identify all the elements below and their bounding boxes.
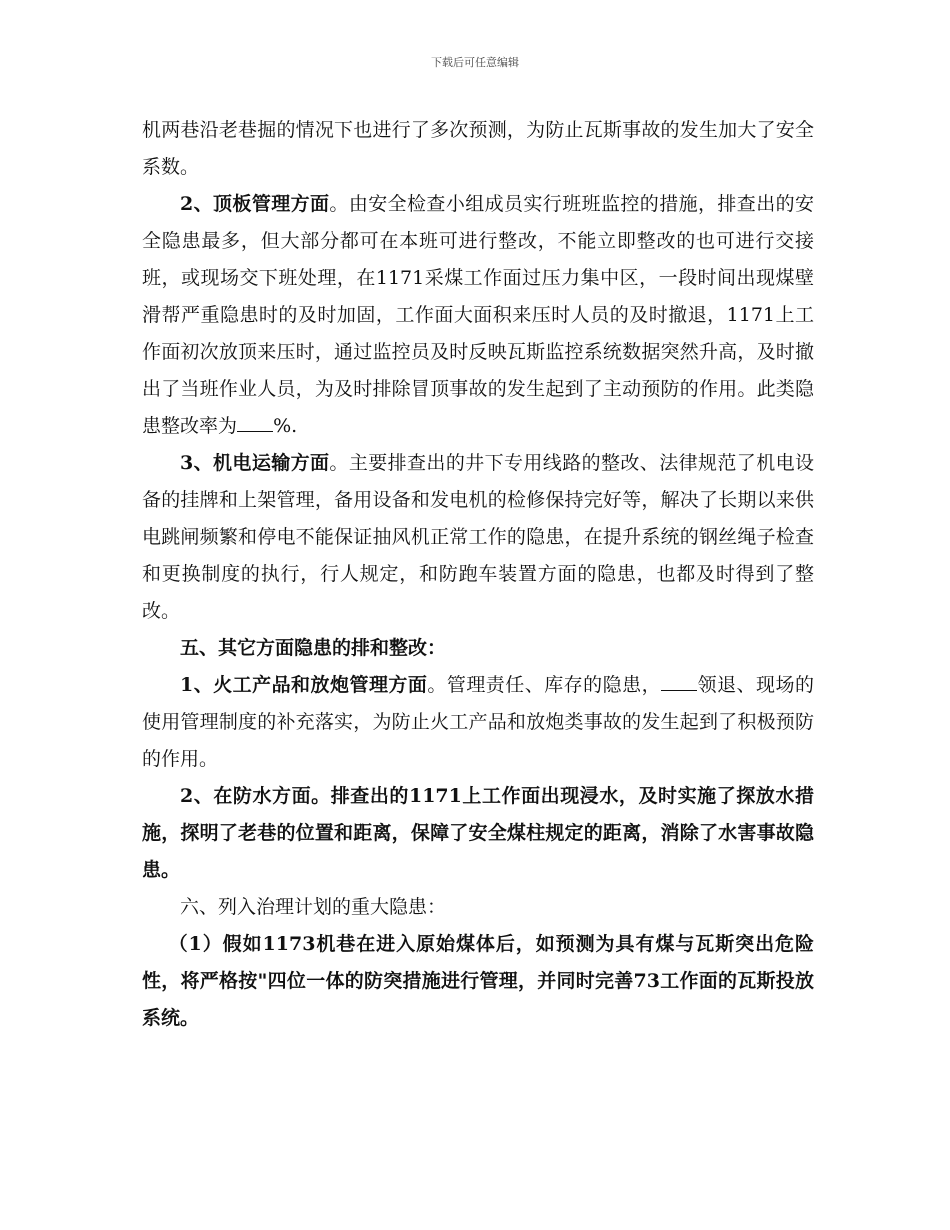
paragraph-item-1: （1）假如1173机巷在进入原始煤体后，如预测为具有煤与瓦斯突出危险性，将严格按"四位一体的防突措施进行管理，并同时完善73工作面的瓦斯投放系统。 — [142, 933, 814, 1029]
section-title-major-hazards: 六、列入治理计划的重大隐患： — [180, 896, 447, 918]
section-heading-electrical: 3、机电运输方面 — [180, 452, 330, 474]
page-header: 下载后可任意编辑 — [431, 56, 519, 69]
paragraph-1: 机两巷沿老巷掘的情况下也进行了多次预测，为防止瓦斯事故的发生加大了安全系数。 — [142, 119, 814, 178]
paragraph-roof-management — [142, 186, 814, 445]
paragraph-text: 。管理责任、库存的隐患， — [427, 674, 662, 696]
paragraph-text: 。由安全检查小组成员实行班班监控的措施，排查出的安全隐患最多，但大部分都可在本班可进行整改，不能立即整改的也可进行交接班，或现场交下班处理，在1171采煤工作面过压力集中区，一段时间出现煤壁滑帮严重隐患时的及时加固，工作面大面积来压时人员的及时撤退，1171上工作面初次放顶来压时，通过监控员及时反映瓦斯监控系统数据突然升高，及时撤出了当班作业人员，为及时排除冒顶事故的发生起到了主动预防的作用。此类隐患整改率为 — [142, 193, 814, 437]
paragraph-electrical-transport — [142, 445, 814, 630]
document-body — [142, 112, 814, 1037]
fill-in-blank — [661, 690, 697, 691]
paragraph-text: %. — [273, 415, 298, 437]
section-title-other-hazards: 五、其它方面隐患的排和整改： — [180, 637, 447, 659]
paragraph-text: 领退、现场的使用管理制度的补充落实，为防止火工产品和放炮类事故的发生起到了积极预防的作用。 — [142, 674, 814, 770]
section-heading-explosives: 1、火工产品和放炮管理方面 — [180, 674, 428, 696]
fill-in-blank — [237, 431, 273, 432]
paragraph-text: 。主要排查出的井下专用线路的整改、法律规范了机电设备的挂牌和上架管理，备用设备和发电机的检修保持完好等，解决了长期以来供电跳闸频繁和停电不能保证抽风机正常工作的隐患，在提升系统的钢丝绳子检查和更换制度的执行，行人规定，和防跑车装置方面的隐患，也都及时得到了整改。 — [142, 452, 814, 622]
paragraph-explosives — [142, 667, 814, 778]
paragraph-water-prevention: 2、在防水方面。排查出的1171上工作面出现浸水，及时实施了探放水措施，探明了老巷的位置和距离，保障了安全煤柱规定的距离，消除了水害事故隐患。 — [142, 785, 814, 881]
section-heading-roof: 2、顶板管理方面 — [180, 193, 330, 215]
